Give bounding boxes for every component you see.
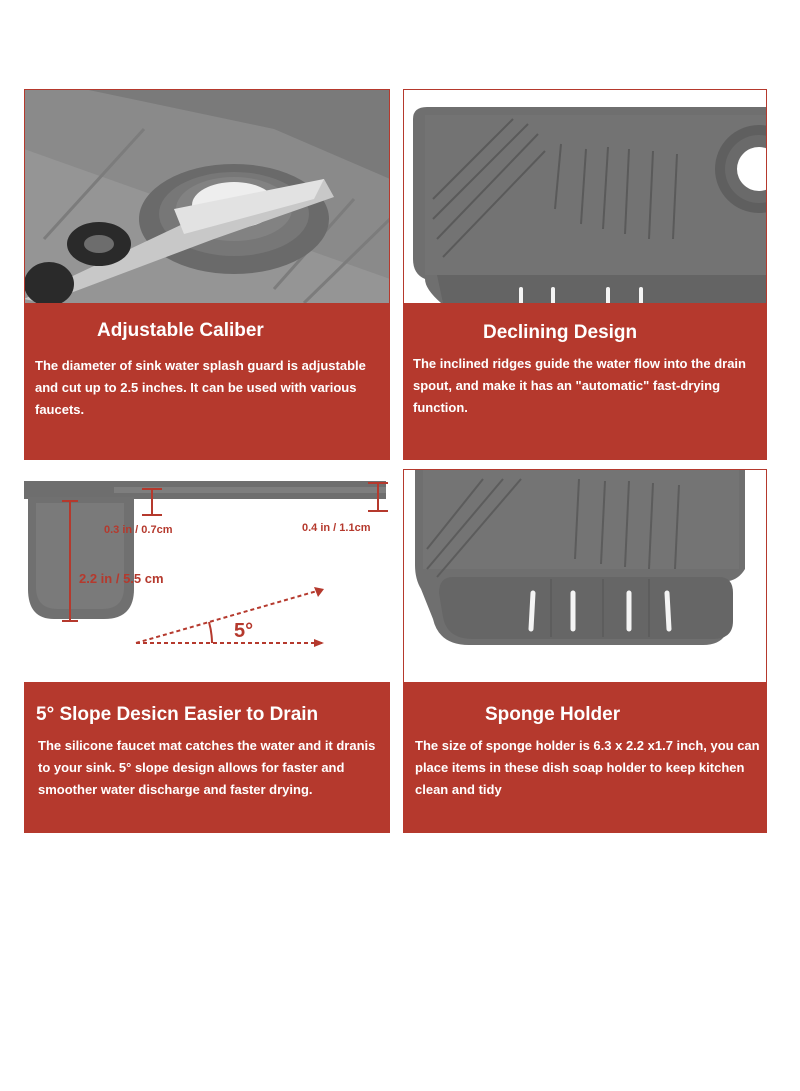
panel-description: The inclined ridges guide the water flow into the drain spout, and make it has an "automatic" fast-drying function. (413, 356, 746, 415)
faucet-hole-scissors-photo (24, 89, 390, 303)
panel-description: The silicone faucet mat catches the water and it dranis to your sink. 5° slope design allows for faster and smoother water discharge and faster drying. (38, 738, 376, 797)
slope-dimension-diagram (24, 469, 390, 682)
caption-adjustable-caliber (24, 303, 390, 460)
panel-title: Sponge Holder (485, 704, 621, 725)
panel-sponge-holder (403, 469, 767, 833)
dimension-depth: 2.2 in / 5.5 cm (79, 571, 164, 586)
caption-slope-design (24, 682, 390, 833)
panel-adjustable-caliber (24, 89, 390, 460)
caption-declining-design (403, 303, 767, 460)
sponge-holder-photo (403, 469, 767, 682)
panel-declining-design (403, 89, 767, 460)
panel-description: The size of sponge holder is 6.3 x 2.2 x1.7 inch, you can place items in these dish soap holder to keep kitchen clean and tidy (415, 738, 760, 797)
panel-slope-design (24, 469, 390, 833)
panel-title: 5° Slope Desicn Easier to Drain (36, 704, 319, 725)
inclined-ridges-photo (403, 89, 767, 303)
panel-description: The diameter of sink water splash guard is adjustable and cut up to 2.5 inches. It can be used with various faucets. (35, 358, 366, 417)
dimension-thickness-back: 0.4 in / 1.1cm (302, 522, 371, 534)
panel-title: Adjustable Caliber (97, 320, 264, 341)
dimension-slope: 5° (234, 620, 254, 642)
panel-title: Declining Design (483, 322, 638, 343)
caption-sponge-holder (403, 682, 767, 833)
dimension-thickness-front: 0.3 in / 0.7cm (104, 524, 173, 536)
